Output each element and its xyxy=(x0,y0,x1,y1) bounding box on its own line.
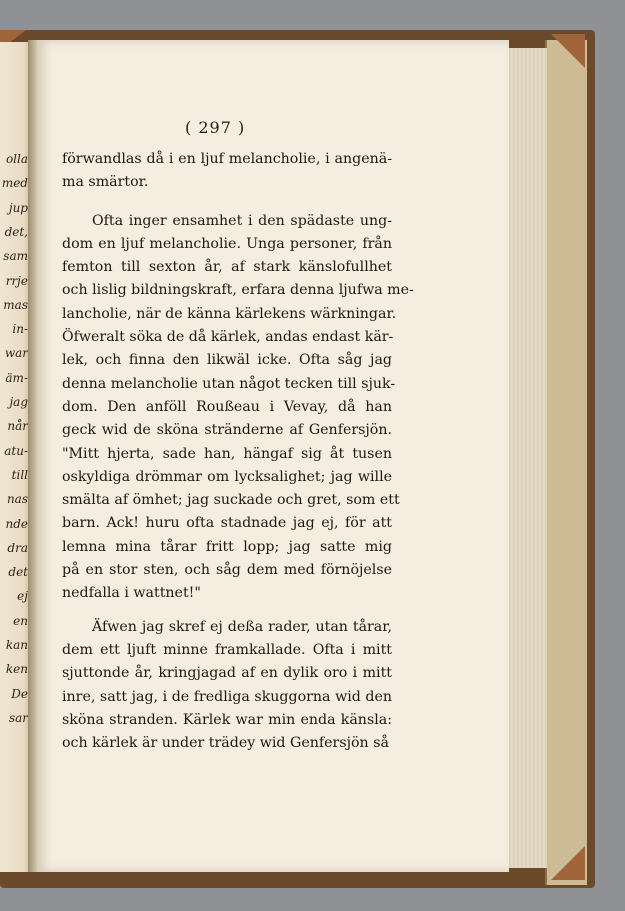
text-line: lek, och finna den likwäl icke. Ofta såg jag xyxy=(62,352,392,369)
text-line: ma smärtor. xyxy=(62,174,149,191)
text-line: smälta af ömhet; jag suckade och gret, som ett xyxy=(62,492,400,509)
previous-page-text-fragment: en xyxy=(13,613,28,628)
previous-page-text-fragment: dra xyxy=(7,540,28,555)
previous-page-text-fragment: war xyxy=(4,346,28,361)
previous-page-text-fragment: ken xyxy=(5,662,28,677)
previous-page-text-fragment: nas xyxy=(6,492,28,507)
previous-page-text-fragment: till xyxy=(11,467,28,482)
previous-page-text-fragment: olla xyxy=(5,152,28,166)
page-number: ( 297 ) xyxy=(185,118,246,137)
text-line: dom. Den anföll Roußeau i Vevay, då han xyxy=(62,398,392,415)
paragraph xyxy=(62,210,414,606)
text-line: femton till sexton år, af stark känslofullhet xyxy=(62,259,392,276)
text-line: Ofta inger ensamhet i den spädaste ung- xyxy=(92,212,392,229)
previous-page-text-fragment: atu- xyxy=(4,443,28,458)
text-line: oskyldiga drömmar om lycksalighet; jag wille xyxy=(62,468,392,485)
text-line: dem ett ljuft minne framkallade. Ofta i mitt xyxy=(62,641,392,658)
text-line: Öfweralt söka de då kärlek, andas endast kär- xyxy=(62,329,394,346)
text-line: geck wid de sköna stränderne af Genfersjön. xyxy=(62,422,392,439)
text-line: och kärlek är under trädey wid Genfersjön så xyxy=(62,735,389,752)
text-line: på en stor sten, och såg dem med förnöjelse xyxy=(62,562,392,579)
text-line: sköna stranden. Kärlek war min enda känsla: xyxy=(62,711,392,728)
previous-page-text-fragment: sam xyxy=(3,249,28,264)
previous-page-text-fragment: sar xyxy=(8,710,28,725)
previous-page-text-fragment: nde xyxy=(5,516,28,531)
previous-page-text-fragment: jup xyxy=(8,200,28,215)
text-line: sjuttonde år, kringjagad af en dylik oro i mitt xyxy=(62,665,392,682)
previous-page-text-fragment: jag xyxy=(9,395,28,409)
text-line: och lislig bildningskraft, erfara denna ljufwa me- xyxy=(62,282,414,299)
previous-page-text-fragment: det xyxy=(8,565,28,580)
paragraph xyxy=(62,148,392,195)
previous-page-text-fragment: kan xyxy=(5,638,28,652)
previous-page-text-fragment: med xyxy=(1,176,28,191)
text-line: barn. Ack! huru ofta stadnade jag ej, för att xyxy=(62,515,392,532)
book-cover-right-board xyxy=(545,40,587,885)
previous-page-text-fragment: ej xyxy=(17,589,28,604)
text-line: lemna mina tårar fritt lopp; jag satte mig xyxy=(62,538,392,555)
text-line: "Mitt hjerta, sade han, hängaf sig åt tusen xyxy=(62,445,392,462)
page-text xyxy=(62,148,414,755)
text-line: förwandlas då i en ljuf melancholie, i angenä- xyxy=(62,151,392,167)
previous-page-text-fragment: når xyxy=(7,419,28,434)
previous-page-text-fragment: De xyxy=(11,686,28,701)
previous-page-text-fragment: det, xyxy=(4,224,28,239)
text-line: inre, satt jag, i de fredliga skuggorna wid den xyxy=(62,688,392,705)
text-line: lancholie, när de känna kärlekens wärkningar. xyxy=(62,305,397,322)
text-line: nedfalla i wattnet!" xyxy=(62,585,201,602)
previous-page-margin xyxy=(0,42,30,872)
page-edges xyxy=(506,48,547,868)
text-line: denna melancholie utan något tecken till sjuk- xyxy=(62,375,396,392)
text-line: dom en ljuf melancholie. Unga personer, från xyxy=(62,235,392,252)
previous-page-text-fragment: äm- xyxy=(5,370,28,385)
previous-page-text-fragment: rrje xyxy=(5,273,28,288)
text-line: Äfwen jag skref ej deßa rader, utan tårar, xyxy=(92,618,392,635)
previous-page-text-fragment: in- xyxy=(12,322,28,337)
paragraph xyxy=(62,616,392,756)
previous-page-text-fragment: mas xyxy=(3,297,28,312)
